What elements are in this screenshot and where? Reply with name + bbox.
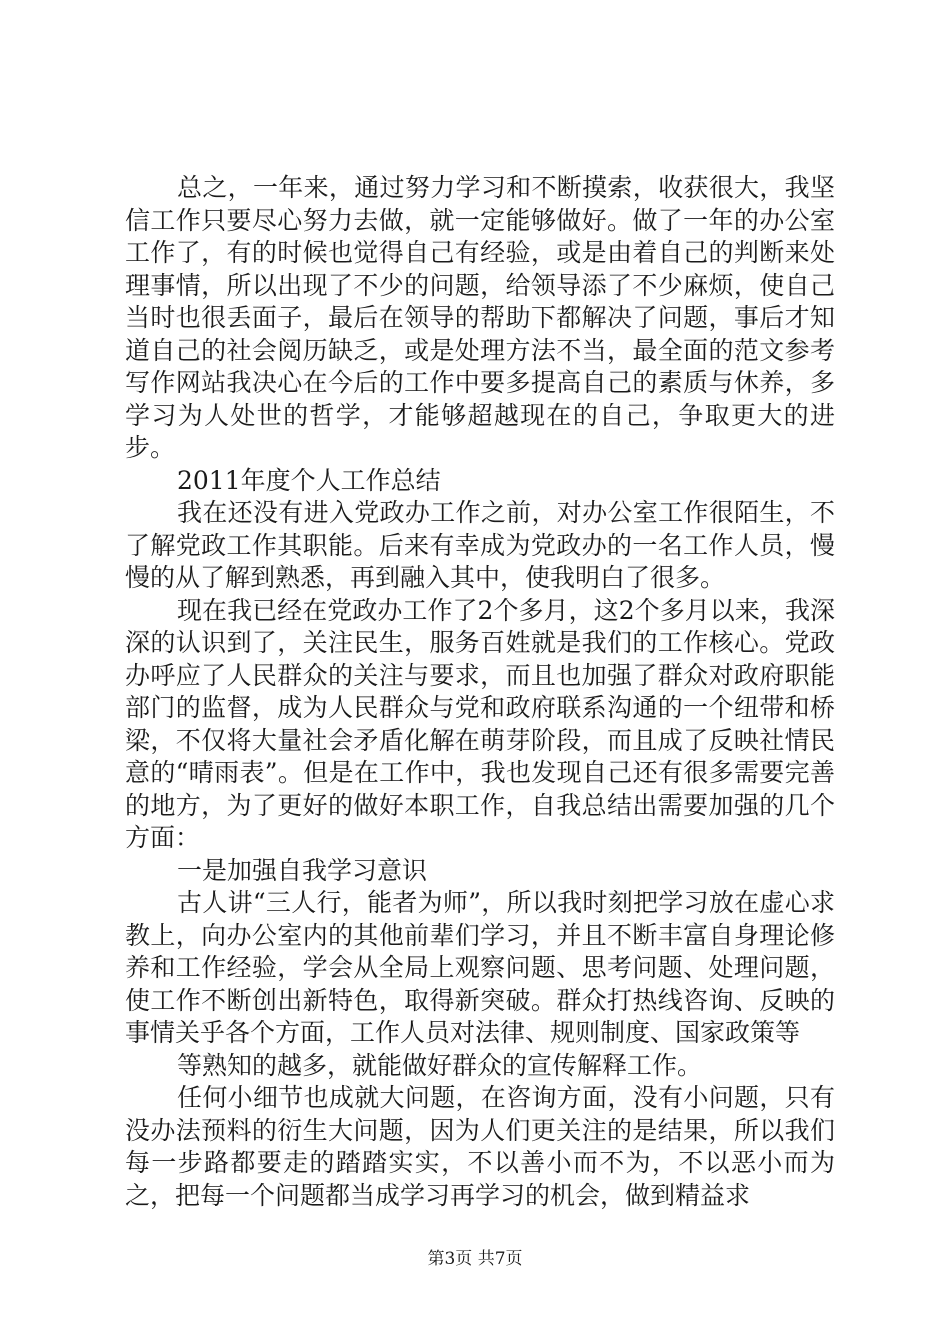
paragraph-intro: 我在还没有进入党政办工作之前，对办公室工作很陌生，不了解党政工作其职能。后来有幸成为党政办的一名工作人员，慢慢的从了解到熟悉，再到融入其中，使我明白了很多。 xyxy=(125,498,835,592)
document-body xyxy=(125,172,835,1212)
page-footer: 第3页 共7页 xyxy=(427,1249,523,1269)
paragraph-summary: 总之，一年来，通过努力学习和不断摸索，收获很大，我坚信工作只要尽心努力去做，就一定能够做好。做了一年的办公室工作了，有的时候也觉得自己有经验，或是由着自己的判断来处理事情，所以出现了不少的问题，给领导添了不少麻烦，使自己当时也很丢面子，最后在领导的帮助下都解决了问题，事后才知道自己的社会阅历缺乏，或是处理方法不当，最全面的范文参考写作网站我决心在今后的工作中要多提高自己的素质与休养，多学习为人处世的哲学，才能够超越现在的自己，争取更大的进步。 xyxy=(125,173,835,462)
subheading-self-study: 一是加强自我学习意识 xyxy=(177,855,428,885)
paragraph-details: 任何小细节也成就大问题，在咨询方面，没有小问题，只有没办法预料的衍生大问题，因为人们更关注的是结果，所以我们每一步路都要走的踏踏实实，不以善小而不为，不以恶小而为之，把每一个问题都当成学习再学习的机会，做到精益求 xyxy=(125,1083,835,1210)
paragraph-current-work: 现在我已经在党政办工作了2个多月，这2个多月以来，我深深的认识到了，关注民生，服务百姓就是我们的工作核心。党政办呼应了人民群众的关注与要求，而且也加强了群众对政府职能部门的监督，成为人民群众与党和政府联系沟通的一个纽带和桥梁，不仅将大量社会矛盾化解在萌芽阶段，而且成了反映社情民意的“晴雨表”。但是在工作中，我也发现自己还有很多需要完善的地方，为了更好的做好本职工作，自我总结出需要加强的几个方面： xyxy=(125,595,835,852)
paragraph-publicity: 等熟知的越多，就能做好群众的宣传解释工作。 xyxy=(177,1050,703,1080)
paragraph-learning: 古人讲“三人行，能者为师”，所以我时刻把学习放在虚心求教上，向办公室内的其他前辈们学习，并且不断丰富自身理论修养和工作经验，学会从全局上观察问题、思考问题、处理问题，使工作不断创出新特色，取得新突破。群众打热线咨询、反映的事情关乎各个方面，工作人员对法律、规则制度、国家政策等 xyxy=(125,888,835,1047)
section-title: 2011年度个人工作总结 xyxy=(177,465,441,495)
